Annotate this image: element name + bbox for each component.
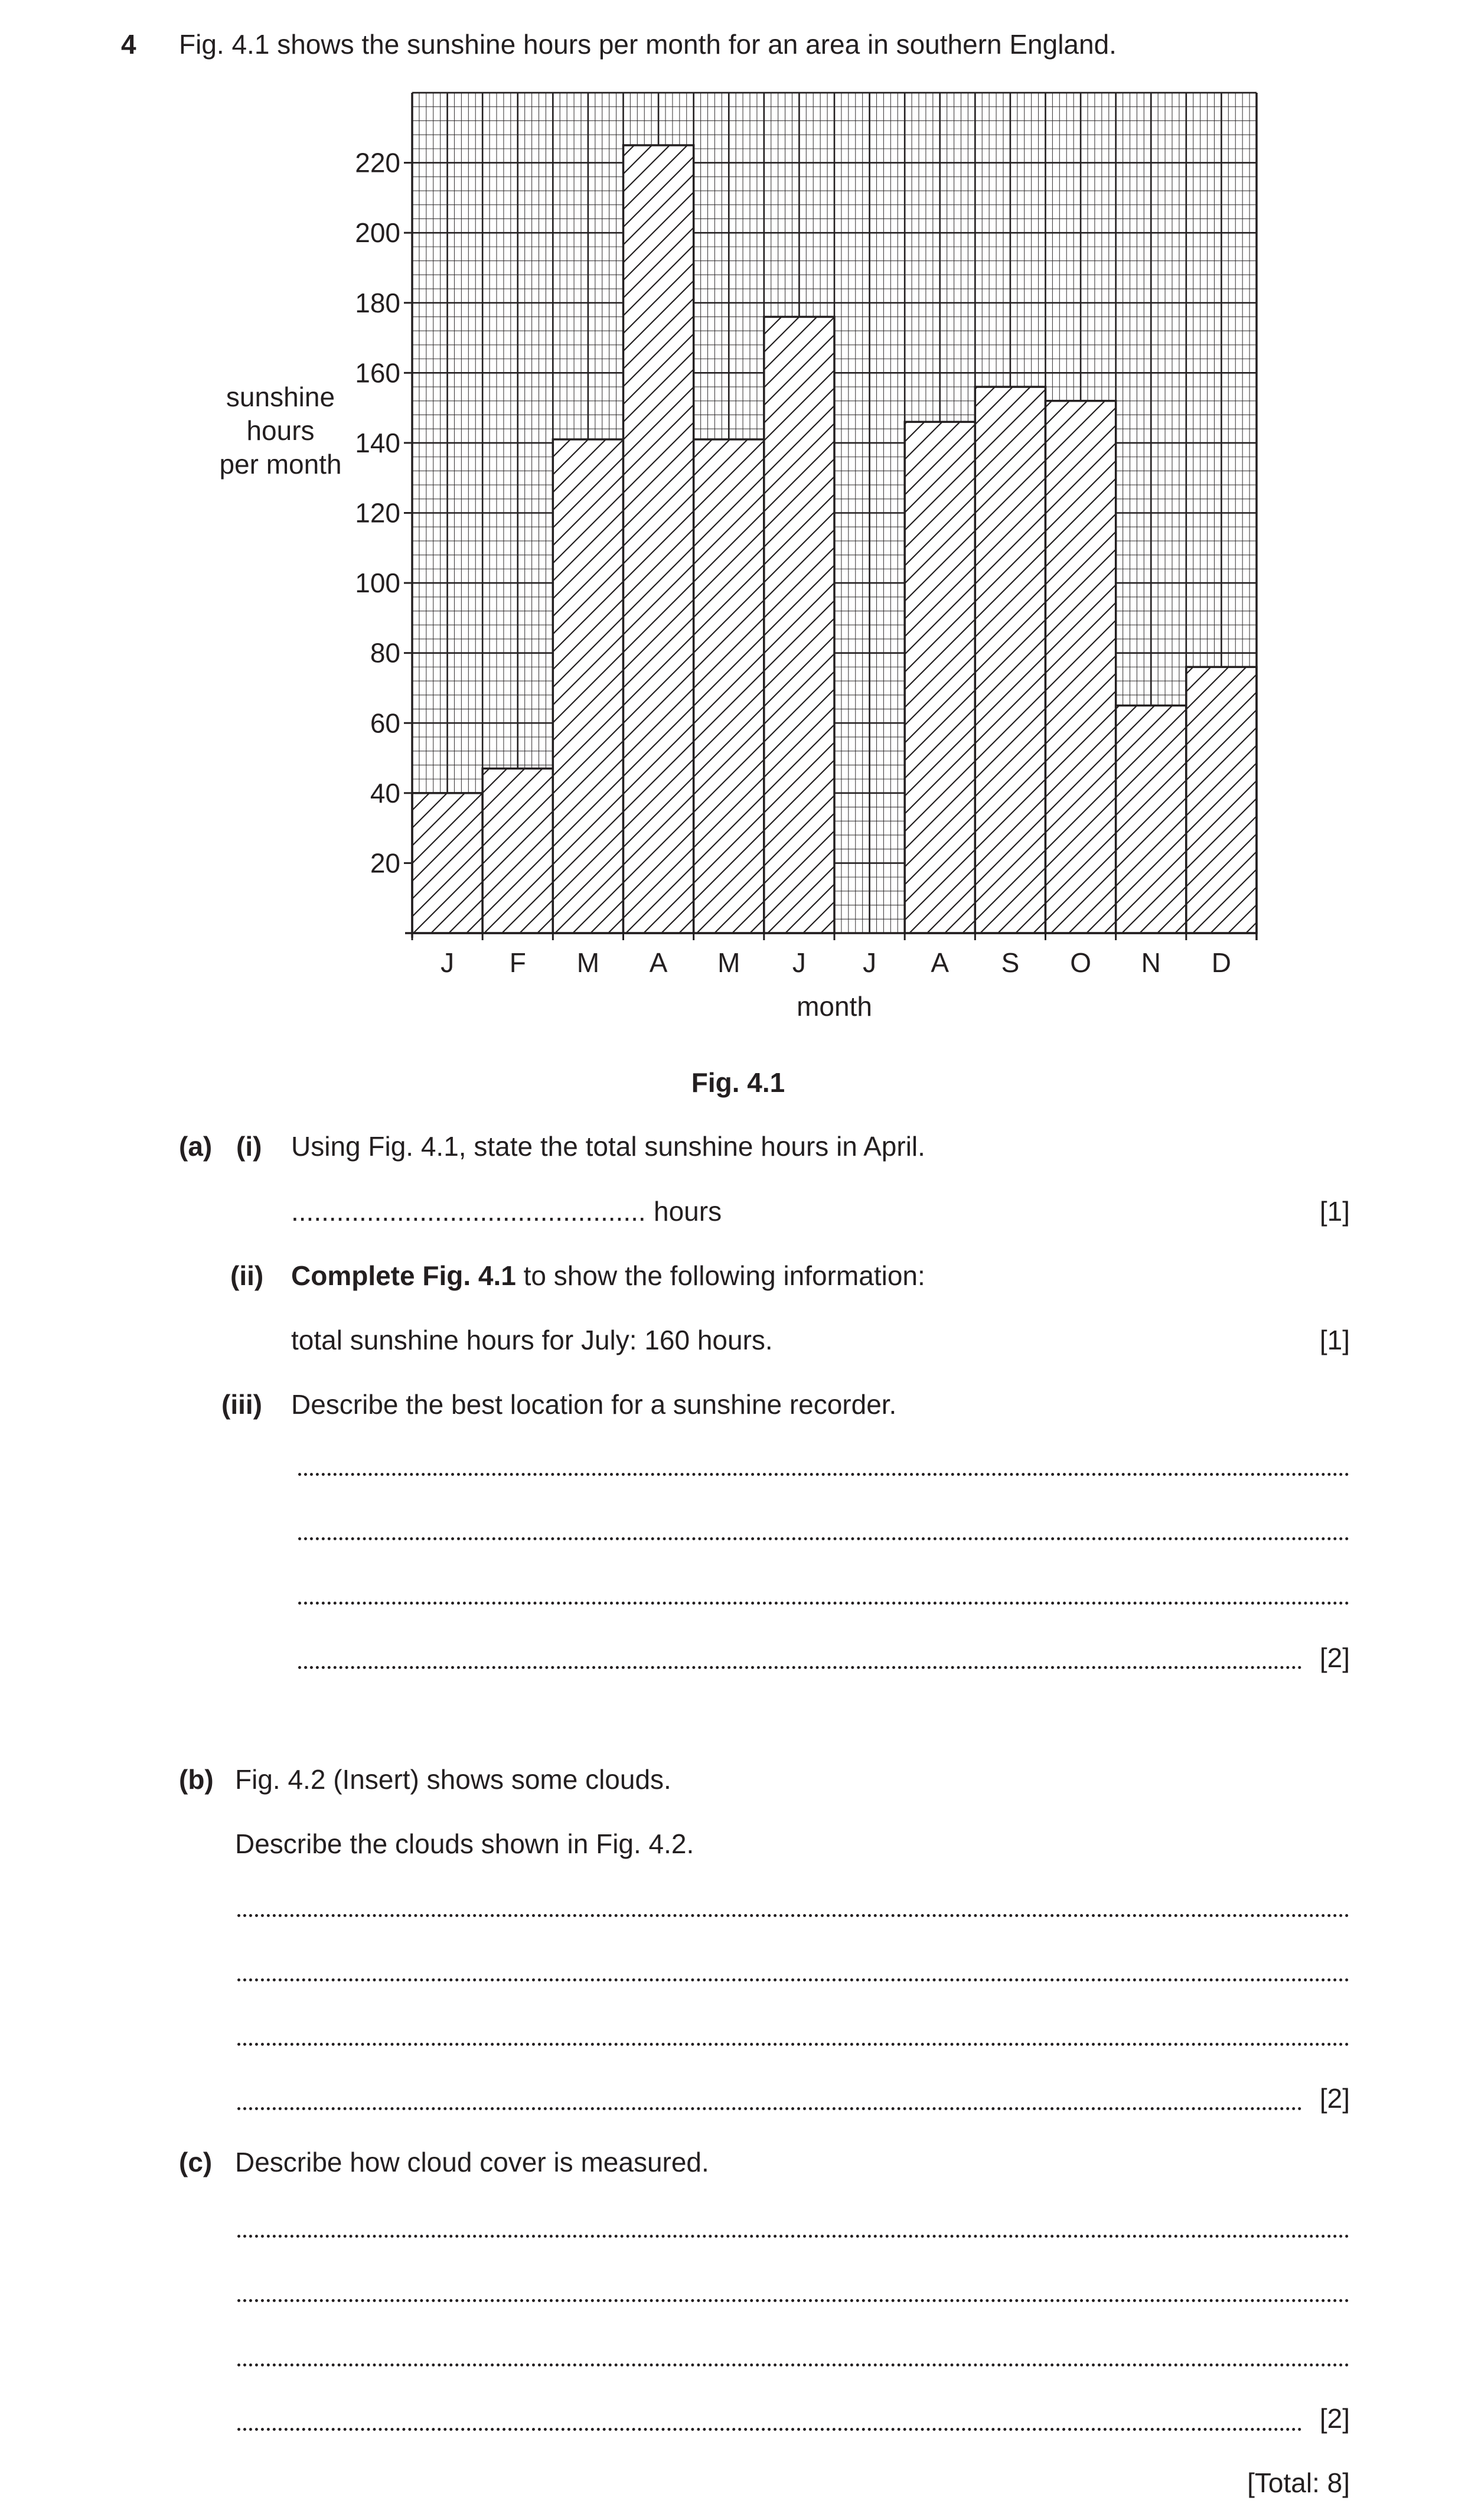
answer-line-c-4[interactable] [237,2428,1302,2431]
bar [694,439,764,933]
y-axis-title: per month [219,449,342,480]
bar [975,387,1045,933]
total-marks: [Total: 8] [1247,2467,1350,2498]
bar [482,768,553,933]
y-tick-label: 60 [370,708,400,739]
part-a-iii-label: (iii) [221,1389,262,1420]
x-tick-label: N [1141,947,1161,978]
x-tick-label: J [863,947,877,978]
answer-line-b-2[interactable] [237,1978,1349,1981]
x-tick-label: J [792,947,806,978]
bar [1116,706,1186,933]
part-a-iii-text: Describe the best location for a sunshine recorder. [291,1389,897,1420]
bar [1046,401,1116,933]
x-tick-label: A [931,947,950,978]
answer-line-a-iii-3[interactable] [298,1602,1349,1605]
y-tick-label: 140 [355,427,400,458]
x-tick-label: F [509,947,526,978]
bar [905,422,975,933]
part-b-label: (b) [179,1764,214,1795]
y-tick-label: 160 [355,357,400,389]
part-b-text: Fig. 4.2 (Insert) shows some clouds. [235,1764,671,1795]
part-c-marks: [2] [1319,2403,1350,2434]
answer-line-c-2[interactable] [237,2299,1349,2302]
part-b-marks: [2] [1319,2083,1350,2114]
answer-line-a-iii-2[interactable] [298,1537,1349,1540]
y-tick-label: 80 [370,637,400,669]
part-a-ii-label: (ii) [230,1260,264,1291]
part-a-ii-rest: to show the following information: [515,1260,925,1291]
y-axis-title: hours [246,415,315,446]
x-tick-label: M [717,947,740,978]
y-tick-label: 200 [355,217,400,249]
y-tick-label: 20 [370,847,400,879]
y-tick-label: 40 [370,777,400,809]
x-tick-label: S [1001,947,1020,978]
answer-line-b-4[interactable] [237,2107,1302,2110]
figure-caption: Fig. 4.1 [691,1067,785,1098]
part-a-iii-marks: [2] [1319,1642,1350,1673]
y-tick-label: 180 [355,287,400,318]
answer-line-a-iii-4[interactable] [298,1666,1302,1669]
bar [764,317,834,933]
y-tick-label: 120 [355,497,400,529]
x-tick-label: M [576,947,600,978]
part-c-text: Describe how cloud cover is measured. [235,2147,709,2177]
answer-line-b-3[interactable] [237,2043,1349,2046]
answer-line-c-3[interactable] [237,2363,1349,2366]
x-tick-label: J [441,947,455,978]
part-a-i-text: Using Fig. 4.1, state the total sunshine hours in April. [291,1131,925,1162]
answer-line-a-iii-1[interactable] [298,1473,1349,1476]
part-a-i-label: (i) [236,1131,262,1162]
y-tick-label: 100 [355,568,400,599]
question-intro: Fig. 4.1 shows the sunshine hours per month for an area in southern England. [179,29,1117,60]
x-tick-label: O [1070,947,1091,978]
answer-line-c-1[interactable] [237,2235,1349,2238]
bar [1186,667,1257,933]
part-a-ii-marks: [1] [1319,1325,1350,1355]
part-a-i-unit: hours [654,1196,722,1227]
part-a-i-marks: [1] [1319,1196,1350,1227]
answer-line-b-1[interactable] [237,1914,1349,1917]
y-tick-label: 220 [355,147,400,178]
part-b-prompt: Describe the clouds shown in Fig. 4.2. [235,1828,694,1859]
part-c-label: (c) [179,2147,213,2177]
sunshine-bar-chart [0,0,1465,1039]
part-a-ii-info: total sunshine hours for July: 160 hours. [291,1325,773,1355]
part-a-ii-bold: Complete Fig. 4.1 [291,1260,516,1291]
part-a-label: (a) [179,1131,213,1162]
x-tick-label: A [649,947,668,978]
y-axis-title: sunshine [226,382,335,412]
question-number: 4 [121,29,136,60]
part-a-ii-text [291,1262,925,1289]
x-axis-title: month [797,991,872,1022]
part-a-i-answer-dots[interactable]: ............................................... [291,1196,646,1227]
bar [412,793,482,933]
bar [624,145,694,933]
bar [553,439,623,933]
x-tick-label: D [1211,947,1232,978]
